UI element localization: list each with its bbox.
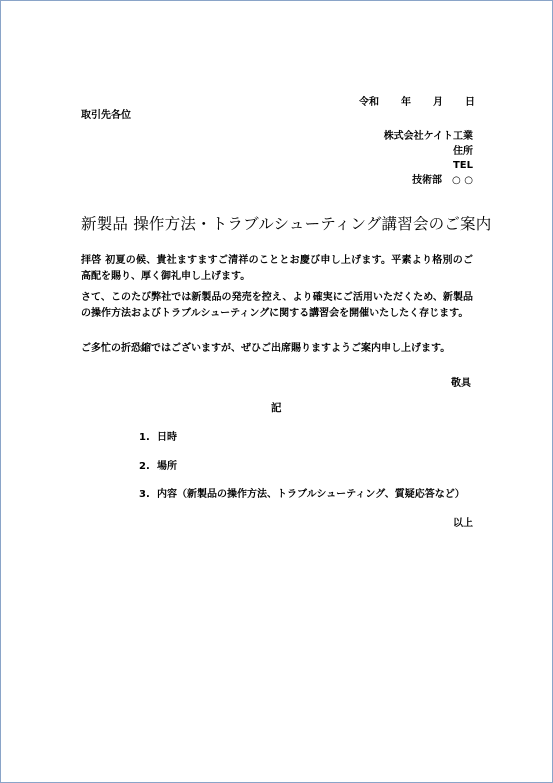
sender-block: [384, 130, 473, 188]
body-paragraph-request: ご多忙の折恐縮ではございますが、ぜひご出席賜りますようご案内申し上げます。: [81, 343, 451, 354]
closing-keigu: 敬具: [451, 378, 471, 389]
date-line: [301, 96, 475, 109]
body-paragraph-main: さて、このたび弊社では新製品の発売を控え、より確実にご活用いただくため、新製品の操作方法およびトラブルシューティングに関する講習会を開催いたしたく存じます。: [81, 292, 473, 319]
body-paragraph-greeting: 拝啓 初夏の候、貴社ますますご清祥のこととお慶び申し上げます。平素より格別のご高配を賜り、厚く御礼申し上げます。: [81, 255, 473, 282]
recipient: 取引先各位: [81, 110, 131, 121]
list-item: [139, 431, 177, 444]
document-title: 新製品 操作方法・トラブルシューティング講習会のご案内: [81, 215, 492, 233]
list-item: [139, 460, 177, 473]
closing-ijou: 以上: [453, 518, 473, 529]
sender-tel: TEL: [452, 160, 473, 171]
list-item-number: 1.: [139, 432, 150, 443]
date-era: 令和: [359, 97, 379, 108]
list-item-text: 内容（新製品の操作方法、トラブルシューティング、質疑応答など）: [157, 489, 465, 500]
sender-address: 住所: [453, 145, 473, 157]
date-day: 日: [465, 97, 475, 108]
ki-heading: 記: [271, 402, 282, 414]
sender-company: 株式会社ケイト工業: [383, 131, 473, 142]
date-year: 年: [401, 97, 411, 108]
list-item-number: 3.: [139, 489, 150, 500]
date-month: 月: [433, 97, 443, 108]
list-item-text: 日時: [157, 432, 177, 443]
sender-department: 技術部 ○ ○: [412, 174, 473, 186]
list-item: [139, 488, 465, 501]
list-item-text: 場所: [157, 461, 177, 472]
list-item-number: 2.: [139, 461, 150, 472]
